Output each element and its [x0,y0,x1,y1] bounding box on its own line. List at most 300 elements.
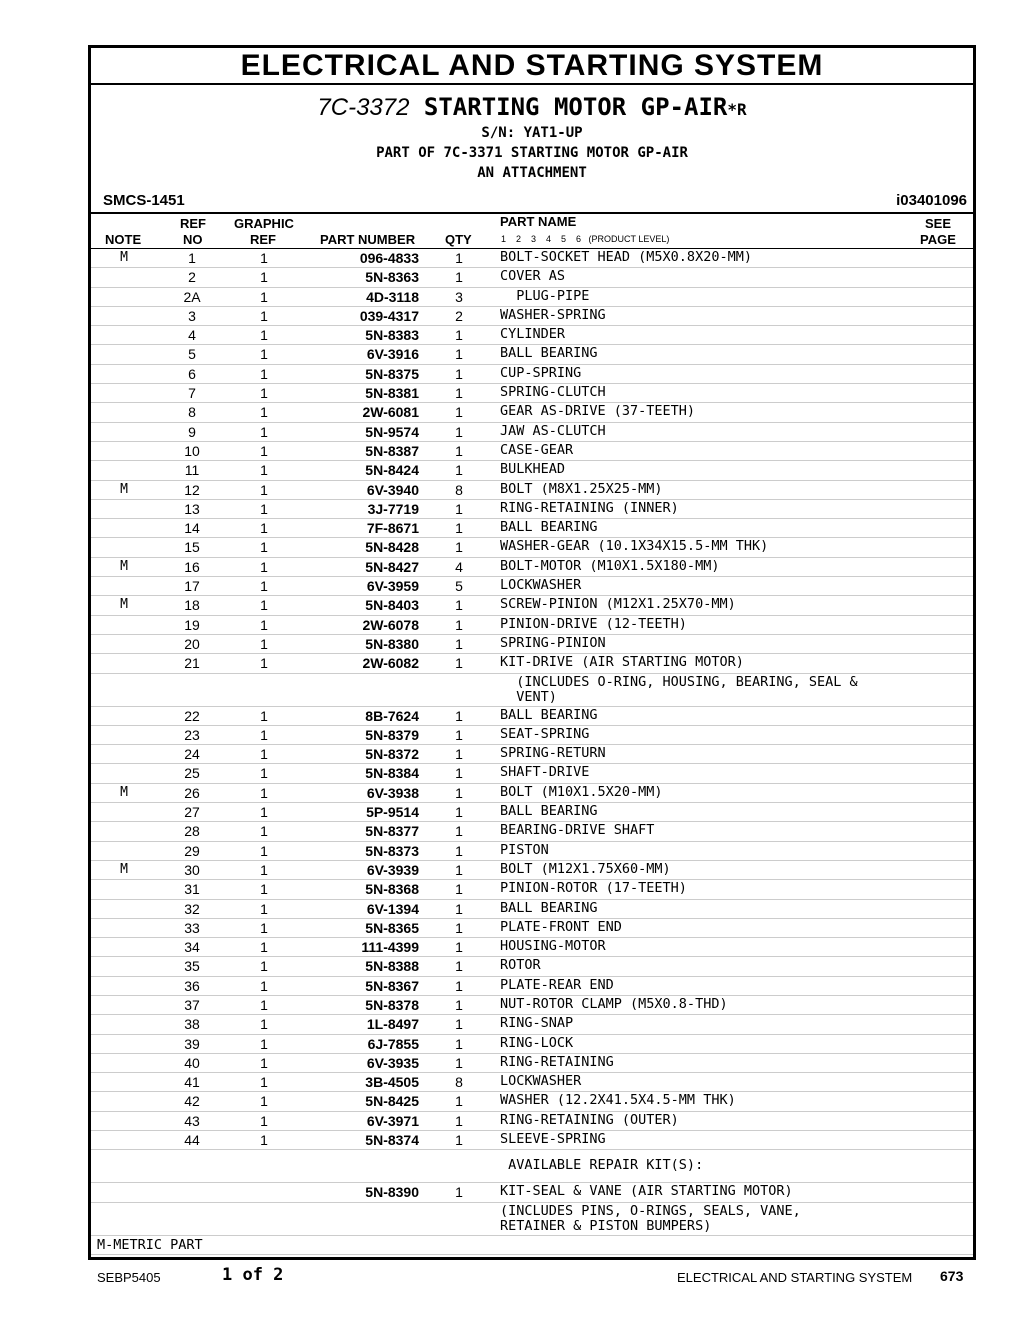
table-row [91,674,973,707]
graphic-ref-cell: 1 [260,520,268,537]
graphic-ref-cell: 1 [260,823,268,840]
part-number-cell: 5N-8365 [365,919,419,936]
footer-page-number: 673 [940,1268,964,1284]
part-name-cell: PINION-DRIVE (12-TEETH) [500,615,687,632]
group-title [91,93,973,122]
graphic-ref-cell: 1 [260,707,268,724]
graphic-ref-cell: 1 [260,481,268,498]
table-row [91,384,973,403]
table-row [91,822,973,841]
table-row [91,249,973,268]
graphic-ref-cell: 1 [260,900,268,917]
qty-cell: 1 [455,861,463,878]
graphic-ref-cell: 1 [260,500,268,517]
group-header [91,85,973,214]
graphic-ref-cell: 1 [260,958,268,975]
qty-cell: 1 [455,423,463,440]
qty-cell: 1 [455,919,463,936]
part-number-cell: 1L-8497 [366,1016,419,1033]
graphic-ref-cell: 1 [260,746,268,763]
part-number-cell: 6V-3971 [366,1112,419,1129]
table-row [91,538,973,557]
part-name-cell: SLEEVE-SPRING [500,1131,606,1148]
ref-cell: 27 [184,804,200,821]
graphic-ref-cell: 1 [260,1112,268,1129]
qty-cell: 8 [455,1074,463,1091]
ref-cell: 30 [184,861,200,878]
ref-cell: 9 [188,423,196,440]
table-row [91,307,973,326]
qty-cell: 1 [455,958,463,975]
note-cell: M [120,250,128,265]
qty-cell: 1 [455,900,463,917]
part-number-cell: 3B-4505 [365,1074,419,1091]
part-name-cell: BOLT-SOCKET HEAD (M5X0.8X20-MM) [500,249,752,265]
qty-cell: 1 [455,823,463,840]
qty-cell: 1 [455,269,463,286]
ref-cell: 25 [184,765,200,782]
graphic-ref-cell: 1 [260,442,268,459]
part-name-cell: BALL BEARING [500,519,598,536]
graphic-ref-cell: 1 [260,939,268,956]
col-ref-top: REF [180,216,206,231]
ref-cell: 3 [188,307,196,324]
part-number-cell: 5N-8368 [365,881,419,898]
table-row [91,707,973,726]
part-number-cell: 5N-8380 [365,635,419,652]
note-cell: M [120,861,128,877]
attachment-line: AN ATTACHMENT [477,165,587,181]
part-name-cell: GEAR AS-DRIVE (37-TEETH) [500,403,696,420]
footer-doc-id: SEBP5405 [97,1270,161,1285]
part-name-cell: BOLT (M12X1.75X60-MM) [500,860,671,877]
table-row [91,616,973,635]
column-header [91,214,973,249]
part-name-cell: PISTON [500,841,549,858]
group-part-number: 7C-3372 [317,94,410,121]
graphic-ref-cell: 1 [260,288,268,305]
qty-cell: 1 [455,765,463,782]
qty-cell: 1 [455,404,463,421]
graphic-ref-cell: 1 [260,726,268,743]
qty-cell: 1 [455,804,463,821]
part-number-cell: 111-4399 [361,939,419,956]
part-number-cell: 2W-6078 [362,616,419,633]
qty-cell: 1 [455,726,463,743]
group-name: STARTING MOTOR GP-AIR [423,93,728,121]
graphic-ref-cell: 1 [260,307,268,324]
part-name-cell: RING-LOCK [500,1034,574,1051]
part-name-cell: AVAILABLE REPAIR KIT(S): [500,1157,704,1174]
qty-cell: 1 [455,977,463,994]
part-name-cell: PINION-ROTOR (17-TEETH) [500,880,687,897]
metric-note: M-METRIC PART [97,1236,203,1253]
page-frame [88,45,976,1260]
col-graphic-top: GRAPHIC [234,216,294,231]
graphic-ref-cell: 1 [260,1132,268,1149]
part-number-cell: 3J-7719 [367,500,419,517]
col-note: NOTE [105,232,142,247]
table-row [91,442,973,461]
metric-note-row [91,1236,973,1255]
table-row [91,861,973,880]
graphic-ref-cell: 1 [260,842,268,859]
graphic-ref-cell: 1 [260,655,268,672]
part-number-cell: 096-4833 [359,250,419,266]
graphic-ref-cell: 1 [260,365,268,382]
qty-cell: 1 [455,1016,463,1033]
ref-cell: 7 [188,385,196,402]
ref-cell: 21 [184,655,200,672]
part-number-cell: 5N-8403 [365,597,419,614]
part-name-cell: COVER AS [500,268,566,285]
qty-cell: 1 [455,1093,463,1110]
part-name-cell: BALL BEARING [500,803,598,820]
part-number-cell: 2W-6081 [362,404,419,421]
table-row [91,1035,973,1054]
part-number-cell: 6V-3940 [366,481,419,498]
part-name-cell: NUT-ROTOR CLAMP (M5X0.8-THD) [500,995,728,1012]
ref-cell: 22 [184,707,200,724]
qty-cell: 2 [455,307,463,324]
ref-cell: 4 [188,327,196,344]
table-row [91,996,973,1015]
part-name-cell: CASE-GEAR [500,441,574,458]
table-row [91,1092,973,1111]
table-row [91,288,973,307]
col-qty: QTY [445,232,472,247]
part-name-cell: CYLINDER [500,326,566,343]
ref-cell: 17 [184,578,200,595]
part-number-cell: 5N-8384 [365,765,419,782]
part-name-cell: RING-RETAINING (INNER) [500,499,679,516]
ref-cell: 2A [183,288,201,305]
qty-cell: 1 [455,500,463,517]
ref-cell: 18 [184,597,200,614]
table-row [91,365,973,384]
table-row [91,577,973,596]
ref-cell: 19 [184,616,200,633]
part-number-cell: 5N-8373 [365,842,419,859]
table-row [91,558,973,577]
graphic-ref-cell: 1 [260,784,268,801]
graphic-ref-cell: 1 [260,327,268,344]
ref-cell: 15 [184,539,200,556]
col-part-number: PART NUMBER [320,232,416,247]
part-name-cell: PLATE-FRONT END [500,918,622,935]
part-number-cell: 5N-8428 [365,539,419,556]
parts-list [91,249,973,1236]
part-number-cell: 5P-9514 [366,804,419,821]
part-number-cell: 5N-8383 [365,327,419,344]
ref-cell: 42 [184,1093,200,1110]
graphic-ref-cell: 1 [260,423,268,440]
part-number-cell: 5N-8367 [365,977,419,994]
graphic-ref-cell: 1 [260,578,268,595]
part-name-cell: SPRING-PINION [500,634,606,651]
graphic-ref-cell: 1 [260,1074,268,1091]
ref-cell: 11 [184,462,200,479]
table-row [91,268,973,287]
graphic-ref-cell: 1 [260,861,268,878]
table-row [91,423,973,442]
ref-cell: 14 [184,520,200,537]
part-number-cell: 039-4317 [359,307,419,324]
table-row [91,403,973,422]
part-number-cell: 6V-1394 [366,900,419,917]
part-number-cell: 5N-8425 [365,1093,419,1110]
qty-cell: 1 [455,365,463,382]
qty-cell: 1 [455,784,463,801]
ref-cell: 33 [184,919,200,936]
graphic-ref-cell: 1 [260,385,268,402]
part-name-cell: BOLT-MOTOR (M10X1.5X180-MM) [500,557,720,574]
part-name-cell: SPRING-RETURN [500,745,606,762]
ref-cell: 26 [184,784,200,801]
ref-cell: 31 [184,881,200,898]
part-number-cell: 5N-8378 [365,996,419,1013]
graphic-ref-cell: 1 [260,996,268,1013]
graphic-ref-cell: 1 [260,919,268,936]
graphic-ref-cell: 1 [260,635,268,652]
qty-cell: 1 [455,346,463,363]
table-row [91,764,973,783]
graphic-ref-cell: 1 [260,250,268,266]
table-row [91,596,973,615]
note-cell: M [120,558,128,574]
part-number-cell: 5N-8363 [365,269,419,286]
part-number-cell: 4D-3118 [366,288,419,305]
part-name-cell: PLATE-REAR END [500,976,614,993]
table-row [91,461,973,480]
part-name-cell: LOCKWASHER [500,1073,582,1090]
footer-section: ELECTRICAL AND STARTING SYSTEM [677,1270,913,1285]
ref-cell: 29 [184,842,200,859]
table-row [91,481,973,500]
qty-cell: 1 [455,250,463,266]
graphic-ref-cell: 1 [260,1093,268,1110]
part-number-cell: 5N-8424 [365,462,419,479]
part-name-cell: BALL BEARING [500,706,598,723]
qty-cell: 1 [455,385,463,402]
ref-cell: 32 [184,900,200,917]
table-row [91,1073,973,1092]
illustration-id: i03401096 [896,192,967,209]
part-number-cell: 5N-8388 [365,958,419,975]
part-number-cell: 8B-7624 [365,707,419,724]
part-number-cell: 6V-3935 [366,1054,419,1071]
part-name-cell: SPRING-CLUTCH [500,384,606,401]
graphic-ref-cell: 1 [260,1016,268,1033]
table-row [91,726,973,745]
part-name-cell: BALL BEARING [500,345,598,362]
part-number-cell: 5N-8381 [365,385,419,402]
part-of-line: PART OF 7C-3371 STARTING MOTOR GP-AIR [376,145,688,161]
footer-page-of: 1 of 2 [222,1265,284,1285]
table-row [91,1015,973,1034]
table-row [91,900,973,919]
qty-cell: 1 [455,635,463,652]
ref-cell: 23 [184,726,200,743]
part-name-cell: RING-RETAINING (OUTER) [500,1111,679,1128]
part-name-cell: WASHER-GEAR (10.1X34X15.5-MM THK) [500,538,769,555]
note-cell: M [120,597,128,613]
part-number-cell: 6J-7855 [367,1035,419,1052]
ref-cell: 20 [184,635,200,652]
table-row [91,784,973,803]
part-name-cell: KIT-SEAL & VANE (AIR STARTING MOTOR) [500,1183,793,1200]
qty-cell: 1 [455,442,463,459]
part-name-cell: SEAT-SPRING [500,725,590,742]
col-product-level: 1 2 3 4 5 6 (PRODUCT LEVEL) [501,234,670,244]
ref-cell: 37 [184,996,200,1013]
part-name-cell: SHAFT-DRIVE [500,764,590,781]
qty-cell: 1 [455,462,463,479]
ref-cell: 13 [184,500,200,517]
table-row [91,803,973,822]
qty-cell: 1 [455,1184,463,1201]
table-row [91,635,973,654]
qty-cell: 1 [455,939,463,956]
part-name-cell: BEARING-DRIVE SHAFT [500,822,655,839]
ref-cell: 35 [184,958,200,975]
graphic-ref-cell: 1 [260,462,268,479]
part-name-cell: BALL BEARING [500,899,598,916]
note-cell: M [120,481,128,497]
table-row [91,654,973,673]
qty-cell: 8 [455,481,463,498]
part-name-cell: WASHER (12.2X41.5X4.5-MM THK) [500,1092,736,1109]
part-number-cell: 7F-8671 [366,520,419,537]
qty-cell: 1 [455,746,463,763]
ref-cell: 5 [188,346,196,363]
ref-cell: 6 [188,365,196,382]
ref-cell: 8 [188,404,196,421]
qty-cell: 1 [455,327,463,344]
qty-cell: 1 [455,655,463,672]
table-row [91,1203,973,1236]
col-ref-bottom: NO [183,232,203,247]
qty-cell: 1 [455,842,463,859]
part-number-cell: 5N-8374 [365,1132,419,1149]
part-name-cell: KIT-DRIVE (AIR STARTING MOTOR) [500,654,744,671]
table-row [91,1183,973,1202]
table-row [91,1131,973,1150]
table-row [91,880,973,899]
table-row [91,977,973,996]
part-number-cell: 6V-3938 [366,784,419,801]
qty-cell: 1 [455,539,463,556]
ref-cell: 38 [184,1016,200,1033]
smcs-code: SMCS-1451 [103,192,185,209]
ref-cell: 34 [184,939,200,956]
qty-cell: 1 [455,707,463,724]
part-number-cell: 5N-8375 [365,365,419,382]
serial-range: S/N: YAT1-UP [481,125,583,141]
part-name-cell: ROTOR [500,957,541,974]
part-name-cell: CUP-SPRING [500,364,582,381]
part-number-cell: 5N-8377 [365,823,419,840]
part-number-cell: 6V-3939 [366,861,419,878]
part-number-cell: 5N-8372 [365,746,419,763]
graphic-ref-cell: 1 [260,881,268,898]
group-suffix: *R [727,100,747,119]
part-name-cell: WASHER-SPRING [500,306,606,323]
graphic-ref-cell: 1 [260,558,268,575]
part-number-cell: 5N-8379 [365,726,419,743]
col-see-top: SEE [925,216,952,231]
ref-cell: 44 [184,1132,200,1149]
part-name-cell: SCREW-PINION (M12X1.25X70-MM) [500,596,736,613]
part-name-cell: BULKHEAD [500,461,566,478]
ref-cell: 2 [188,269,196,286]
graphic-ref-cell: 1 [260,616,268,633]
table-row [91,326,973,345]
graphic-ref-cell: 1 [260,404,268,421]
col-graphic-bottom: REF [250,232,276,247]
qty-cell: 5 [455,578,463,595]
ref-cell: 12 [184,481,200,498]
table-row [91,519,973,538]
table-row [91,842,973,861]
ref-cell: 43 [184,1112,200,1129]
graphic-ref-cell: 1 [260,539,268,556]
ref-cell: 41 [184,1074,200,1091]
table-row [91,345,973,364]
qty-cell: 1 [455,1112,463,1129]
part-name-cell: RING-SNAP [500,1015,574,1032]
ref-cell: 16 [184,558,200,575]
graphic-ref-cell: 1 [260,597,268,614]
qty-cell: 1 [455,1132,463,1149]
table-row [91,1112,973,1131]
part-number-cell: 5N-8427 [365,558,419,575]
ref-cell: 36 [184,977,200,994]
col-see-bottom: PAGE [920,232,956,247]
table-row [91,938,973,957]
qty-cell: 1 [455,597,463,614]
part-name-cell: HOUSING-MOTOR [500,938,606,955]
ref-cell: 10 [184,442,200,459]
part-number-cell: 6V-3959 [366,578,419,595]
qty-cell: 3 [455,288,463,305]
graphic-ref-cell: 1 [260,765,268,782]
part-number-cell: 6V-3916 [366,346,419,363]
part-name-cell: RING-RETAINING [500,1053,614,1070]
qty-cell: 4 [455,558,463,575]
graphic-ref-cell: 1 [260,1054,268,1071]
table-row [91,1054,973,1073]
page-title: ELECTRICAL AND STARTING SYSTEM [91,48,973,85]
ref-cell: 1 [188,250,196,266]
qty-cell: 1 [455,1035,463,1052]
table-row [91,500,973,519]
qty-cell: 1 [455,881,463,898]
part-name-cell: BOLT (M10X1.5X20-MM) [500,783,663,800]
qty-cell: 1 [455,996,463,1013]
part-name-cell: PLUG-PIPE [500,287,590,304]
table-row [91,1150,973,1183]
part-name-cell: (INCLUDES PINS, O-RINGS, SEALS, VANE, RETAINER & PISTON BUMPERS) [500,1202,801,1234]
graphic-ref-cell: 1 [260,346,268,363]
table-row [91,919,973,938]
part-name-cell: LOCKWASHER [500,577,582,594]
qty-cell: 1 [455,1054,463,1071]
ref-cell: 24 [184,746,200,763]
part-name-cell: BOLT (M8X1.25X25-MM) [500,480,663,497]
note-cell: M [120,784,128,800]
graphic-ref-cell: 1 [260,269,268,286]
